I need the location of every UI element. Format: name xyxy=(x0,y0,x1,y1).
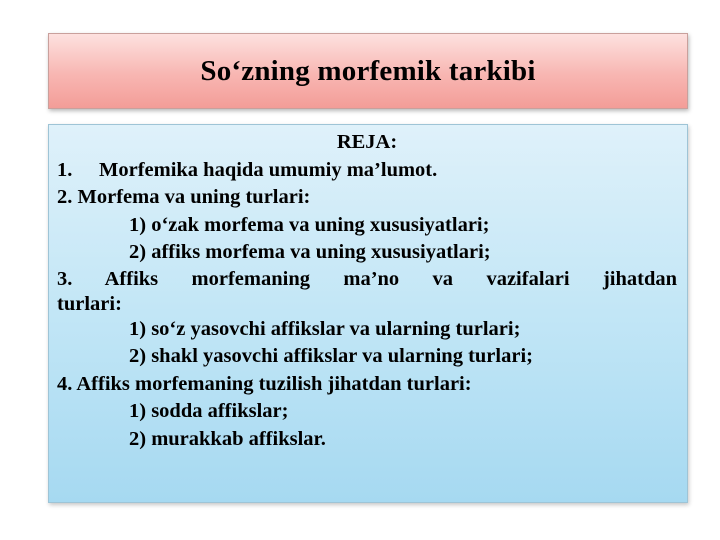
plan-item-1 xyxy=(57,157,677,185)
plan-content-box xyxy=(48,124,688,503)
plan-item-2-sub-1: 1) o‘zak morfema va uning xususiyatlari; xyxy=(129,213,490,236)
plan-heading: REJA: xyxy=(336,131,398,153)
plan-item-1-number: 1. xyxy=(57,158,73,181)
plan-item-4: 4. Affiks morfemaning tuzilish jihatdan turlari: xyxy=(57,372,472,395)
plan-item-3-line-1: 3. Affiks morfemaning ma’no va vazifalari jihatdan xyxy=(57,267,677,290)
slide-title-box xyxy=(48,33,688,109)
plan-item-1-text: Morfemika haqida umumiy ma’lumot. xyxy=(99,158,438,181)
plan-item-4-sub-2: 2) murakkab affikslar. xyxy=(129,427,326,450)
plan-item-4-sub-1: 1) sodda affikslar; xyxy=(129,400,289,422)
plan-item-3-sub-2: 2) shakl yasovchi affikslar va ularning turlari; xyxy=(129,345,533,367)
plan-item-3-sub-1: 1) so‘z yasovchi affikslar va ularning turlari; xyxy=(129,317,521,340)
plan-item-3-line-2: turlari: xyxy=(57,292,122,315)
plan-item-2-sub-2: 2) affiks morfema va uning xususiyatlari; xyxy=(129,241,491,263)
plan-item-2: 2. Morfema va uning turlari: xyxy=(57,186,311,208)
slide-title: So‘zning morfemik tarkibi xyxy=(200,54,536,87)
